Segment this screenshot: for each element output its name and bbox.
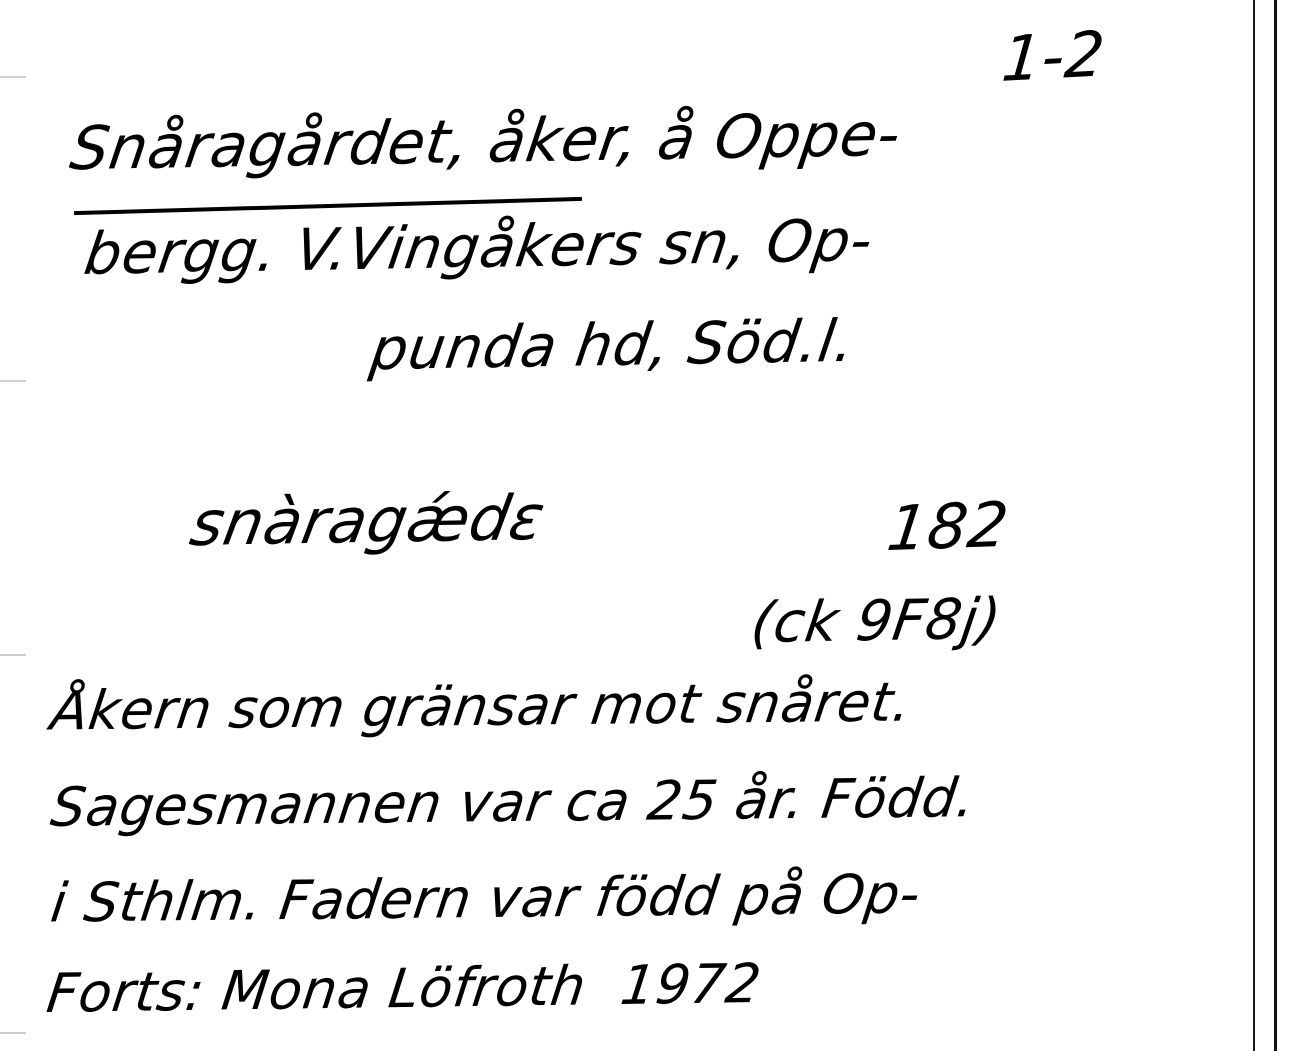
- card-edge-rule-inner: [1253, 0, 1255, 1051]
- header-number: 1-2: [998, 17, 1108, 96]
- note-line-continuation: Forts: Mona Löfroth 1972: [43, 952, 765, 1025]
- headword-line2: bergg. V.Vingåkers sn, Op-: [80, 206, 878, 288]
- headword-term-line: [65, 99, 906, 185]
- margin-tick: [0, 380, 26, 382]
- margin-tick: [0, 654, 26, 656]
- note-line: Åkern som gränsar mot snåret.: [47, 670, 915, 743]
- note-line: i Sthlm. Fadern var född på Op-: [47, 862, 925, 935]
- margin-tick: [0, 1032, 26, 1034]
- headword-line1-rest: , åker, å Oppe-: [444, 99, 906, 178]
- card-edge-rule-outer: [1274, 0, 1277, 1051]
- margin-tick: [0, 76, 26, 78]
- headword-term: Snåragårdet: [65, 107, 455, 185]
- pronunciation-reference: (ck 9F8j): [747, 586, 1006, 657]
- note-line: Sagesmannen var ca 25 år. Född.: [47, 766, 979, 839]
- headword-line3: punda hd, Söd.l.: [366, 306, 860, 384]
- pronunciation-number: 182: [883, 487, 1013, 566]
- pronunciation-form: snàragǽdԑ: [185, 480, 551, 561]
